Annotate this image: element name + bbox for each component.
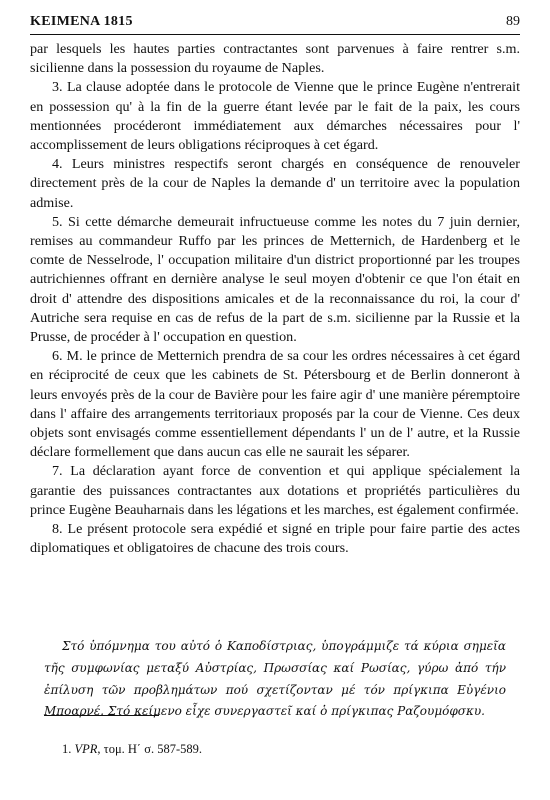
page-header (30, 12, 520, 35)
main-text (30, 40, 520, 558)
footnote-number: 1. (62, 742, 72, 756)
running-title: ΚΕΙΜΕΝΑ 1815 (30, 14, 133, 29)
paragraph-intro: par lesquels les hautes parties contractantes sont parvenues à faire rentrer s.m. sicilienne dans la possession du royaume de Naples. (30, 41, 520, 77)
paragraph-6: 6. M. le prince de Metternich prendra de sa cour les ordres nécessaires à cet égard en réciprocité de ceux que les cabinets de St. Pétersbourg et de Berlin donneront à leurs envoyés près de la cour de Bavière pour les faire agir d' une manière péremptoire dans l' affaire des arrangements territoriaux proposés par la cour de Vienne. Ces deux objets sont envisagés comme essentiellement dépendants l' un de l' autre, et la Russie déclare formellement que dans aucun cas elle ne saurait les séparer. (30, 348, 520, 461)
footnote-reference: , τομ. Η΄ σ. 587-589. (97, 742, 202, 756)
paragraph-8: 8. Le présent protocole sera expédié et signé en triple pour faire partie des actes diplomatiques et obligatoires de chacune des trois cours. (30, 521, 520, 557)
footnote-divider (44, 715, 159, 716)
greek-commentary: Στό ὑπόμνημα του αὐτό ὁ Καποδίστριας, ὑπογράμμιζε τά κύρια σημεῖα τῆς συμφωνίας μεταξύ Αὐστρίας, Πρωσσίας καί Ρωσίας, γύρω ἀπό τήν ἐπίλυση τῶν προβλημάτων πού σχετίζονταν μέ τόν πρίγκιπα Εὐγένιο Μποαρνέ. Στό κείμενο εἶχε συνεργαστεῖ καί ὁ πρίγκιπας Ραζουμόφσκυ. (44, 639, 506, 719)
footnote (62, 741, 202, 757)
paragraph-4: 4. Leurs ministres respectifs seront chargés en conséquence de renouveler directement près de la cour de Naples la demande d' un territoire avec la population admise. (30, 156, 520, 211)
paragraph-3: 3. La clause adoptée dans le protocole de Vienne que le prince Eugène n'entrerait en possession qu' à la fin de la guerre étant levée par le fait de la paix, les cours mentionnées procéderont immédiatement aux démarches nécessaires pour l' accomplissement de leurs obligations réciproques à cet égard. (30, 79, 520, 154)
footnote-source: VPR (74, 742, 98, 756)
page-number: 89 (506, 14, 520, 29)
paragraph-5: 5. Si cette démarche demeurait infructueuse comme les notes du 7 juin dernier, remises au commandeur Ruffo par les princes de Metternich, de Hardenberg et le comte de Nesselrode, l' occupation militaire d'un district proportionné par les troupes autrichiennes offrant en dernière analyse le seul moyen d'obtenir ce que l'on était en droit d' attendre des dispositions amicales et de la reconnaissance du roi, la cour d' Autriche sera requise en cas de refus de la part de s.m. sicilienne par la Russie et la Prusse, de procéder à l' occupation en question. (30, 213, 520, 346)
paragraph-7: 7. La déclaration ayant force de convention et qui applique spécialement la garantie des puissances contractantes aux dotations et propriétés particulières du prince Eugène Beauharnais dans les légations et les marches, est également confirmée. (30, 463, 520, 518)
